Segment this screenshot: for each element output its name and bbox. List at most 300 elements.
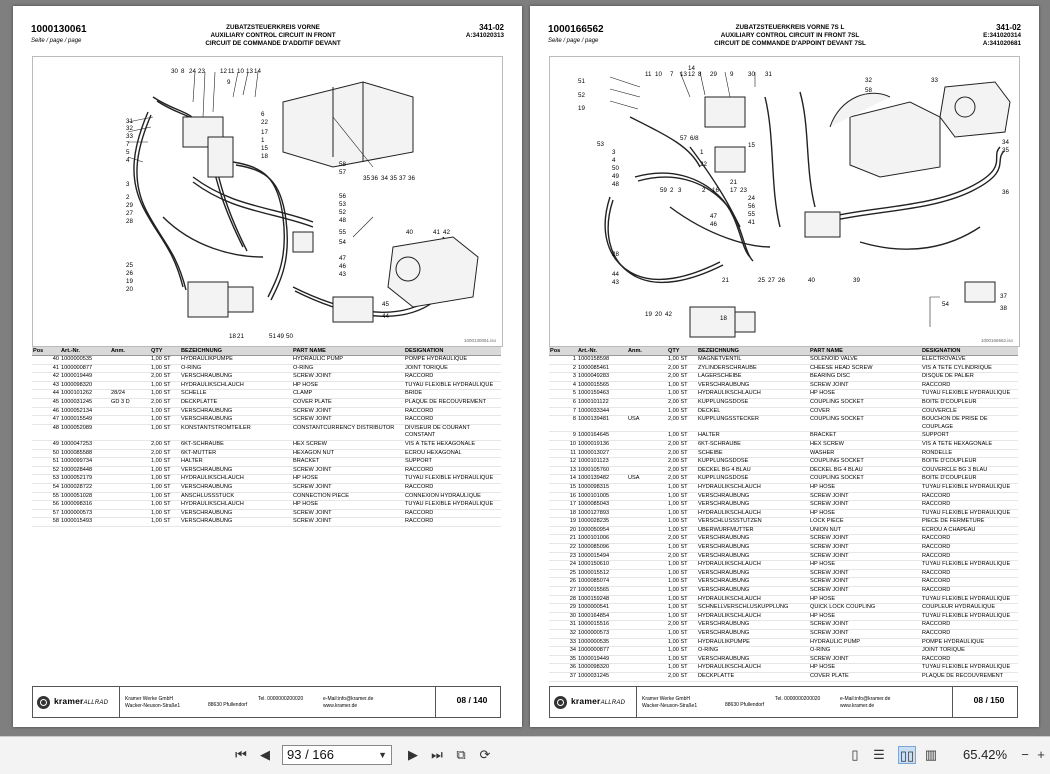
group-code: 341-02 [479, 23, 504, 32]
table-row [32, 449, 501, 458]
table-cell: 1000098320 [60, 381, 110, 390]
table-cell: VIS À TÊTE HEXAGONALE [921, 440, 1018, 449]
table-cell: 19 [549, 518, 577, 527]
table-row [32, 416, 501, 425]
document-subtitle: Seite / page / page [548, 38, 599, 44]
table-cell: 2,00 ST [667, 398, 697, 407]
table-cell: 50 [32, 449, 60, 458]
table-cell: 1000031245 [577, 672, 627, 681]
callout: 50 [612, 165, 619, 172]
callout: 45 [382, 301, 389, 308]
callout: 36 [408, 175, 415, 182]
table-cell: HYDRAULIKPUMPE [697, 638, 809, 647]
table-cell: RACCORD [404, 509, 501, 518]
table-cell: RACCORD [404, 407, 501, 416]
callout: 2 [126, 194, 130, 201]
table-cell: 1000159463 [577, 390, 627, 399]
callout: 32 [126, 125, 133, 132]
column-header: Art.-Nr. [60, 347, 110, 356]
table-cell: 30 [549, 612, 577, 621]
column-header: PART NAME [292, 347, 404, 356]
table-cell: KUPPLUNGSSTECKER [697, 416, 809, 432]
table-cell: 1000052089 [60, 424, 110, 440]
table-cell: 40 [32, 356, 60, 365]
callout: 17 [730, 187, 737, 194]
table-cell [627, 449, 667, 458]
callout: 39 [853, 277, 860, 284]
table-cell: 2,00 ST [667, 364, 697, 373]
table-cell: DECKEL [697, 407, 809, 416]
callout: 28 [612, 251, 619, 258]
table-cell: 2,00 ST [150, 398, 180, 407]
table-cell: 1000019136 [577, 440, 627, 449]
table-row [32, 501, 501, 510]
table-cell: 1000098315 [577, 483, 627, 492]
table-cell: 8 [549, 416, 577, 432]
first-page-icon[interactable]: ⏮ [235, 747, 247, 762]
table-cell: VERSCHRAUBUNG [697, 535, 809, 544]
table-cell: 1,00 ST [667, 612, 697, 621]
table-cell: 2,00 ST [150, 440, 180, 449]
callout: 36 [1002, 189, 1009, 196]
table-row [32, 364, 501, 373]
table-row [549, 647, 1018, 656]
table-cell: 7 [549, 407, 577, 416]
table-cell: VERSCHRAUBUNG [697, 381, 809, 390]
table-cell: RACCORD [921, 578, 1018, 587]
table-cell [110, 407, 150, 416]
table-cell [627, 587, 667, 596]
table-cell: SCREW JOINT [809, 544, 921, 553]
table-cell: VERSCHRAUBUNG [180, 407, 292, 416]
table-cell: DISQUE DE PALIER [921, 373, 1018, 382]
table-cell: 2,00 ST [667, 535, 697, 544]
table-cell: 33 [549, 638, 577, 647]
table-cell: DECKPLATTE [697, 672, 809, 681]
table-cell: O-RING [292, 364, 404, 373]
document-title [163, 24, 383, 49]
callout: 2 [702, 187, 706, 194]
callout: 5 [126, 149, 130, 156]
table-row [549, 621, 1018, 630]
table-cell [627, 373, 667, 382]
table-cell: VIS À TÊTE HEXAGONALE [404, 440, 501, 449]
table-header-row [32, 347, 501, 356]
callout: 54 [942, 301, 949, 308]
table-cell: HP HOSE [809, 612, 921, 621]
table-cell: 1000015512 [577, 569, 627, 578]
table-cell: 1,00 ST [667, 587, 697, 596]
callout: 21 [722, 277, 729, 284]
table-cell: POMPE HYDRAULIQUE [404, 356, 501, 365]
table-cell: 1,00 ST [667, 630, 697, 639]
document-page-right [530, 6, 1039, 727]
table-cell: CHEESE HEAD SCREW [809, 364, 921, 373]
table-cell: ANSCHLUSSSTÜCK [180, 492, 292, 501]
table-row [549, 466, 1018, 475]
company-web: www.kramer.de [840, 702, 875, 709]
table-cell: 1000015493 [60, 518, 110, 527]
table-row [549, 569, 1018, 578]
continuous-icon[interactable]: ☰ [873, 747, 885, 762]
table-row [32, 398, 501, 407]
callout: 7 [670, 71, 674, 78]
table-cell: KUPPLUNGSDOSE [697, 458, 809, 467]
table-cell: SCREW JOINT [292, 416, 404, 425]
drawing-reference: 1000130061.iso [463, 338, 496, 343]
callout: 50 [286, 333, 293, 340]
table-cell [627, 621, 667, 630]
table-cell [110, 373, 150, 382]
table-row [549, 578, 1018, 587]
table-row [549, 373, 1018, 382]
callout: 3 [126, 181, 130, 188]
table-row [32, 373, 501, 382]
table-cell: VERSCHRAUBUNG [697, 544, 809, 553]
callout: 10 [237, 68, 244, 75]
callout: 8 [698, 71, 702, 78]
table-row [549, 630, 1018, 639]
table-cell: RACCORD [404, 466, 501, 475]
callout: 49 [612, 173, 619, 180]
rotate-icon[interactable]: ⟳ [479, 747, 491, 762]
table-cell [627, 432, 667, 441]
callout: 12 [220, 68, 227, 75]
table-cell: 1000127893 [577, 509, 627, 518]
table-cell: PLAQUE DE RECOUVREMENT [921, 672, 1018, 681]
two-page-continuous-icon[interactable]: ▥ [924, 747, 938, 762]
callout: 24 [189, 68, 196, 75]
callout: 27 [768, 277, 775, 284]
table-cell: 1000139481 [577, 416, 627, 432]
hydraulic-circuit-illustration [33, 57, 502, 346]
table-cell: 1000105760 [577, 466, 627, 475]
table-cell: RACCORD [404, 416, 501, 425]
callout: 22 [700, 161, 707, 168]
table-cell: 1,00 ST [667, 578, 697, 587]
callout: 54 [339, 239, 346, 246]
table-cell: HALTER [697, 432, 809, 441]
two-page-icon[interactable]: ▯▯ [899, 748, 915, 763]
parts-table [32, 347, 501, 527]
table-cell: TUYAU FLEXIBLE HYDRAULIQUE [921, 483, 1018, 492]
table-cell: COUPLEUR HYDRAULIQUE [921, 604, 1018, 613]
callout: 51 [578, 78, 585, 85]
table-cell: 1,00 ST [667, 561, 697, 570]
callout: 2 [670, 187, 674, 194]
table-cell [110, 483, 150, 492]
table-cell: SCREW JOINT [292, 483, 404, 492]
callout: 38 [1000, 305, 1007, 312]
table-cell: 29 [549, 604, 577, 613]
table-cell [110, 356, 150, 365]
callout: 30 [748, 71, 755, 78]
table-cell [110, 466, 150, 475]
table-row [549, 535, 1018, 544]
table-cell: 1000158598 [577, 356, 627, 365]
table-cell: COUPLING SOCKET [809, 475, 921, 484]
callout: 14 [688, 65, 695, 72]
table-cell: ÜBERWURFMUTTER [697, 526, 809, 535]
table-cell: TUYAU FLEXIBLE HYDRAULIQUE [921, 561, 1018, 570]
callout: 3 [612, 149, 616, 156]
table-cell: HP HOSE [809, 561, 921, 570]
table-row [549, 604, 1018, 613]
table-cell: SCREW JOINT [292, 509, 404, 518]
table-cell: RACCORD [921, 552, 1018, 561]
callout: 18 [229, 333, 236, 340]
table-cell: SCREW JOINT [292, 466, 404, 475]
table-cell: 49 [32, 440, 60, 449]
table-cell: CLAMP [292, 390, 404, 399]
table-cell: 5 [549, 390, 577, 399]
table-cell: HYDRAULIKSCHLAUCH [697, 390, 809, 399]
table-cell: 55 [32, 492, 60, 501]
callout: 20 [655, 311, 662, 318]
table-cell: 53 [32, 475, 60, 484]
table-cell: VERSCHRAUBUNG [697, 501, 809, 510]
table-cell: 1,00 ST [667, 381, 697, 390]
table-cell: 1,00 ST [150, 509, 180, 518]
table-cell: 1000000541 [577, 604, 627, 613]
table-cell: VERSCHRAUBUNG [180, 416, 292, 425]
table-row [32, 390, 501, 399]
table-row [549, 612, 1018, 621]
title-fr: CIRCUIT DE COMMANDE D'ADDITIF DEVANT [205, 40, 341, 48]
table-cell: 56 [32, 501, 60, 510]
table-row [32, 356, 501, 365]
table-row [32, 381, 501, 390]
callout: 13 [246, 68, 253, 75]
table-cell: TUYAU FLEXIBLE HYDRAULIQUE [921, 509, 1018, 518]
table-cell [110, 509, 150, 518]
chevron-down-icon[interactable]: ▼ [378, 750, 387, 760]
callout: 59 [660, 187, 667, 194]
table-cell: SUPPORT [921, 432, 1018, 441]
fit-page-icon[interactable]: ⧉ [456, 747, 466, 762]
callout: 49 [277, 333, 284, 340]
callout: 40 [808, 277, 815, 284]
table-row [32, 509, 501, 518]
table-cell: CONNECTION PIECE [292, 492, 404, 501]
callout: 12 [688, 71, 695, 78]
table-cell [110, 501, 150, 510]
table-cell: 1,00 ST [150, 416, 180, 425]
table-cell: 1,00 ST [667, 638, 697, 647]
table-cell [627, 458, 667, 467]
table-cell: HP HOSE [809, 595, 921, 604]
callout: 58 [339, 161, 346, 168]
table-cell: 1000015549 [60, 416, 110, 425]
table-cell [627, 630, 667, 639]
callout: 52 [339, 209, 346, 216]
zoom-out-icon[interactable]: − [1021, 747, 1029, 762]
table-cell: 32 [549, 630, 577, 639]
title-de: ZUBATZSTEUERKREIS VORNE 7S L [735, 24, 845, 31]
table-cell [627, 612, 667, 621]
table-cell: SCREW JOINT [292, 518, 404, 527]
callout: 19 [126, 278, 133, 285]
table-cell: 6KT-SCHRAUBE [697, 440, 809, 449]
company-phone: Tel. 0000000200020 [775, 696, 821, 702]
table-cell: 20 [549, 526, 577, 535]
callout: 19 [578, 105, 585, 112]
table-cell: HYDRAULIKSCHLAUCH [180, 475, 292, 484]
table-cell: 13 [549, 466, 577, 475]
table-cell: 42 [32, 373, 60, 382]
table-cell: 57 [32, 509, 60, 518]
table-cell [627, 364, 667, 373]
callout: 10 [655, 71, 662, 78]
assembly-code: E:341020314 [983, 32, 1021, 40]
table-cell [627, 440, 667, 449]
table-cell: 1000085588 [60, 449, 110, 458]
table-cell: 2,00 ST [667, 440, 697, 449]
table-cell: 1,00 ST [667, 544, 697, 553]
column-header: DESIGNATION [921, 347, 1018, 356]
callout: 26 [126, 270, 133, 277]
table-cell: 1,00 ST [667, 509, 697, 518]
callout: 6 [261, 111, 265, 118]
page-number-input[interactable] [282, 745, 392, 765]
callout: 24 [748, 195, 755, 202]
table-row [549, 440, 1018, 449]
title-en: AUXILIARY CONTROL CIRCUIT IN FRONT [210, 32, 336, 40]
table-cell: HYDRAULIKSCHLAUCH [697, 612, 809, 621]
table-cell: COUPLING SOCKET [809, 416, 921, 432]
table-cell: VIS À TÊTE CYLINDRIQUE [921, 364, 1018, 373]
callout: 46 [339, 263, 346, 270]
table-cell: 1,00 ST [667, 407, 697, 416]
table-cell: 1,00 ST [150, 466, 180, 475]
table-cell: HP HOSE [809, 509, 921, 518]
table-cell: HYDRAULIKSCHLAUCH [697, 483, 809, 492]
table-cell: TUYAU FLEXIBLE HYDRAULIQUE [921, 612, 1018, 621]
table-cell: QUICK LOCK COUPLING [809, 604, 921, 613]
prev-page-icon[interactable]: ◀ [260, 747, 270, 762]
table-cell: 52 [32, 466, 60, 475]
table-cell: 1,00 ST [150, 501, 180, 510]
table-cell: O-RING [180, 364, 292, 373]
table-cell: 1000019449 [60, 373, 110, 382]
table-cell: TUYAU FLEXIBLE HYDRAULIQUE [404, 381, 501, 390]
table-row [549, 356, 1018, 365]
table-cell [627, 390, 667, 399]
table-cell: 1,00 ST [150, 356, 180, 365]
kramer-logo: kramerALLRAD [554, 696, 632, 710]
callout: 3 [678, 187, 682, 194]
title-fr: CIRCUIT DE COMMANDE D'APPOINT DEVANT 7SL [714, 40, 866, 48]
last-page-icon[interactable]: ⏭ [431, 747, 443, 762]
next-page-icon[interactable]: ▶ [408, 747, 418, 762]
table-cell: 9 [549, 432, 577, 441]
callout: 42 [443, 229, 450, 236]
zoom-level[interactable]: 65.42% [963, 747, 1008, 762]
company-city: 88630 Pfullendorf [725, 702, 765, 708]
table-cell: 4 [549, 381, 577, 390]
table-cell: 23 [549, 552, 577, 561]
table-cell: SCREW JOINT [809, 569, 921, 578]
callout: 15 [748, 142, 755, 149]
table-cell: O-RING [809, 647, 921, 656]
table-row [549, 398, 1018, 407]
table-cell: KUPPLUNGSDOSE [697, 398, 809, 407]
table-cell: SCREW JOINT [809, 492, 921, 501]
callout: 47 [710, 213, 717, 220]
table-cell [627, 604, 667, 613]
table-row [549, 364, 1018, 373]
callout: 13 [680, 71, 687, 78]
table-cell: 46 [32, 407, 60, 416]
table-cell: RACCORD [921, 587, 1018, 596]
table-cell: 26 [549, 578, 577, 587]
table-cell: SUPPORT [404, 458, 501, 467]
table-cell: RACCORD [921, 569, 1018, 578]
table-cell: 14 [549, 475, 577, 484]
table-cell: HYDRAULIKPUMPE [180, 356, 292, 365]
table-cell: BOUCHON DE PRISE DE COUPLAGE [921, 416, 1018, 432]
table-cell: 1000159248 [577, 595, 627, 604]
table-cell: RACCORD [921, 544, 1018, 553]
table-cell: 45 [32, 398, 60, 407]
table-cell: 21 [549, 535, 577, 544]
table-cell: 1000052134 [60, 407, 110, 416]
table-cell: LAGERSCHEIBE [697, 373, 809, 382]
table-cell: 51 [32, 458, 60, 467]
callout: 44 [382, 313, 389, 320]
exploded-drawing [549, 56, 1020, 347]
table-cell: VERSCHRAUBUNG [180, 483, 292, 492]
table-cell: JOINT TORIQUE [921, 647, 1018, 656]
table-cell [627, 492, 667, 501]
table-cell: SCREW JOINT [809, 621, 921, 630]
callout: 41 [433, 229, 440, 236]
callout: 31 [126, 118, 133, 125]
document-number: 1000130061 [31, 24, 87, 35]
table-cell: COUPLING SOCKET [809, 458, 921, 467]
table-cell: VERSCHRAUBUNG [180, 466, 292, 475]
single-page-icon[interactable]: ▯ [851, 747, 859, 762]
table-cell: 37 [549, 672, 577, 681]
table-cell: HP HOSE [292, 381, 404, 390]
table-cell: GD 3 D [110, 398, 150, 407]
column-header: BEZEICHNUNG [697, 347, 809, 356]
callout: 47 [339, 255, 346, 262]
table-cell: RACCORD [404, 373, 501, 382]
callout: 30 [171, 68, 178, 75]
document-number: 1000166562 [548, 24, 604, 35]
callout: 57 [339, 169, 346, 176]
table-cell: 1000028722 [60, 483, 110, 492]
callout: 42 [665, 311, 672, 318]
table-cell: 2,00 ST [150, 449, 180, 458]
table-row [549, 664, 1018, 673]
table-cell: ÉCROU A CHAPEAU [921, 526, 1018, 535]
table-cell: POMPE HYDRAULIQUE [921, 638, 1018, 647]
table-cell: 12 [549, 458, 577, 467]
zoom-in-icon[interactable]: + [1037, 747, 1045, 762]
table-cell: 27 [549, 587, 577, 596]
table-row [549, 518, 1018, 527]
table-cell: 48 [32, 424, 60, 440]
table-row [32, 440, 501, 449]
table-cell: JOINT TORIQUE [404, 364, 501, 373]
table-cell [627, 544, 667, 553]
table-cell: 1000028235 [577, 518, 627, 527]
table-cell: SOLENOID VALVE [809, 356, 921, 365]
table-cell: RACCORD [921, 630, 1018, 639]
table-cell: VERSCHRAUBUNG [697, 578, 809, 587]
